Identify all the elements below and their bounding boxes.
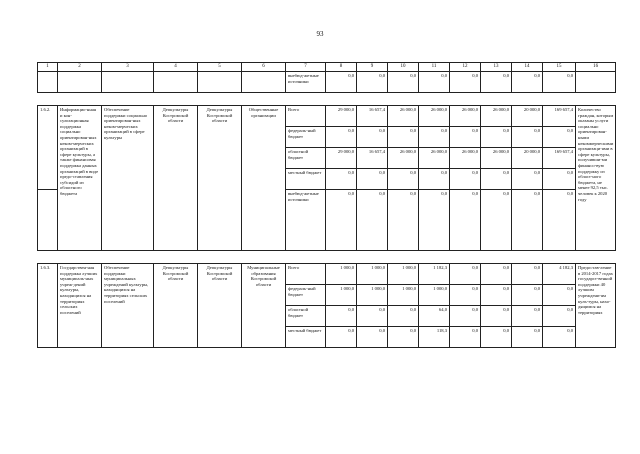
header-cell: 1 bbox=[38, 63, 58, 72]
header-cell: 12 bbox=[450, 63, 481, 72]
value-cell: 0,0 bbox=[543, 306, 576, 327]
value-cell: 0,0 bbox=[388, 72, 419, 93]
funding-source: федераль-ный бюджет bbox=[286, 127, 326, 148]
value-cell: 26 000,0 bbox=[450, 106, 481, 127]
value-cell: 26 000,0 bbox=[481, 148, 512, 169]
value-cell: 20 000,0 bbox=[512, 148, 543, 169]
funding-source: внебюд-жетные источники bbox=[286, 190, 326, 251]
funding-source: областной бюджет bbox=[286, 148, 326, 169]
header-cell: 2 bbox=[58, 63, 102, 72]
value-cell: 26 000,0 bbox=[388, 106, 419, 127]
value-cell: 0,0 bbox=[481, 327, 512, 348]
header-cell: 13 bbox=[481, 63, 512, 72]
row-code: 1.6.2. bbox=[38, 106, 58, 190]
funding-source: внебюд-жетные источники bbox=[286, 72, 326, 93]
funding-source: Всего bbox=[286, 106, 326, 127]
participant: Общественные организации bbox=[242, 106, 286, 251]
value-cell: 0,0 bbox=[543, 285, 576, 306]
value-cell: 1 000,0 bbox=[326, 264, 357, 285]
executor: Депкультуры Костромской области bbox=[154, 106, 198, 251]
value-cell: 0,0 bbox=[512, 72, 543, 93]
header-cell: 8 bbox=[326, 63, 357, 72]
spacer-row bbox=[38, 93, 616, 106]
carry-over-row bbox=[38, 72, 616, 93]
value-cell: 0,0 bbox=[512, 169, 543, 190]
value-cell: 0,0 bbox=[543, 327, 576, 348]
value-cell: 1 000,0 bbox=[388, 285, 419, 306]
coexecutor: Депкультуры Костромской области bbox=[198, 264, 242, 348]
value-cell: 0,0 bbox=[326, 306, 357, 327]
value-cell: 26 000,0 bbox=[450, 148, 481, 169]
header-row bbox=[38, 63, 616, 72]
value-cell: 20 000,0 bbox=[512, 106, 543, 127]
measure-name: Государствен-ная поддержка лучших муниципаль-ных учреж-дений культуры, находящихся на территориях сельских поселений bbox=[58, 264, 102, 348]
value-cell: 0,0 bbox=[512, 285, 543, 306]
value-cell: 0,0 bbox=[481, 169, 512, 190]
value-cell: 0,0 bbox=[543, 127, 576, 148]
expected-result: Количество граждан, которым оказаны услуги социально ориентирован-ными некоммерческими организаци-ями в сфере культуры, получивши-ми финансо-вую поддержку из област-ного бюджета, не менее 92,5 тыс. человек к 2020 году bbox=[576, 106, 616, 251]
value-cell: 0,0 bbox=[450, 327, 481, 348]
value-cell: 0,0 bbox=[326, 72, 357, 93]
value-cell: 1 182,3 bbox=[419, 264, 450, 285]
value-cell: 0,0 bbox=[419, 190, 450, 251]
executor: Депкультуры Костромской области bbox=[154, 264, 198, 348]
header-cell: 16 bbox=[576, 63, 616, 72]
header-cell: 4 bbox=[154, 63, 198, 72]
funding-source: Всего bbox=[286, 264, 326, 285]
header-cell: 9 bbox=[357, 63, 388, 72]
value-cell: 0,0 bbox=[388, 306, 419, 327]
value-cell: 1 000,0 bbox=[419, 285, 450, 306]
value-cell: 0,0 bbox=[543, 169, 576, 190]
value-cell: 29 000,0 bbox=[326, 148, 357, 169]
header-cell: 14 bbox=[512, 63, 543, 72]
page-number: 93 bbox=[316, 30, 324, 38]
value-cell: 0,0 bbox=[357, 190, 388, 251]
value-cell: 26 000,0 bbox=[388, 148, 419, 169]
value-cell: 0,0 bbox=[419, 72, 450, 93]
measure-goal: Обеспечение поддержки муниципальных учреждений культуры, находящихся на территориях сельских поселений bbox=[102, 264, 154, 348]
value-cell: 0,0 bbox=[419, 127, 450, 148]
value-cell: 0,0 bbox=[450, 190, 481, 251]
value-cell: 169 657,4 bbox=[543, 106, 576, 127]
value-cell: 26 000,0 bbox=[419, 106, 450, 127]
header-cell: 11 bbox=[419, 63, 450, 72]
expected-result: Предостав-ление в 2014-2017 годах государст-венной поддержки 40 лучшим учреждени-ям куль-туры, нахо-дящимся на территориях bbox=[576, 264, 616, 348]
measure-name: Информацио-нная и кон-сультационная поддержка социально ориентирован-ных неком-мерческих организаций в сфере культуры, а также финансовая поддержка данных организаций в виде предо-ставления субсидий из областного бюджета bbox=[58, 106, 102, 251]
value-cell: 0,0 bbox=[481, 264, 512, 285]
value-cell: 0,0 bbox=[543, 72, 576, 93]
value-cell: 0,0 bbox=[512, 190, 543, 251]
coexecutor: Депкультуры Костромской области bbox=[198, 106, 242, 251]
value-cell: 16 657,4 bbox=[357, 148, 388, 169]
value-cell: 29 000,0 bbox=[326, 106, 357, 127]
value-cell: 0,0 bbox=[481, 306, 512, 327]
header-cell: 10 bbox=[388, 63, 419, 72]
funding-source: местный бюджет bbox=[286, 327, 326, 348]
value-cell: 0,0 bbox=[450, 127, 481, 148]
value-cell: 0,0 bbox=[512, 264, 543, 285]
participant: Муниципальные образования Костромской области bbox=[242, 264, 286, 348]
value-cell: 0,0 bbox=[543, 190, 576, 251]
value-cell: 0,0 bbox=[357, 169, 388, 190]
funding-source: местный бюджет bbox=[286, 169, 326, 190]
header-cell: 6 bbox=[242, 63, 286, 72]
value-cell: 0,0 bbox=[326, 190, 357, 251]
value-cell: 26 000,0 bbox=[481, 106, 512, 127]
value-cell: 0,0 bbox=[512, 327, 543, 348]
value-cell: 26 000,0 bbox=[419, 148, 450, 169]
value-cell: 0,0 bbox=[419, 169, 450, 190]
value-cell: 0,0 bbox=[450, 72, 481, 93]
value-cell: 0,0 bbox=[512, 127, 543, 148]
value-cell: 0,0 bbox=[357, 306, 388, 327]
value-cell: 0,0 bbox=[481, 285, 512, 306]
value-cell: 1 000,0 bbox=[388, 264, 419, 285]
value-cell: 118,3 bbox=[419, 327, 450, 348]
header-cell: 5 bbox=[198, 63, 242, 72]
row-code: 1.6.3. bbox=[38, 264, 58, 348]
spacer-row bbox=[38, 251, 616, 264]
funding-source: областной бюджет bbox=[286, 306, 326, 327]
measure-goal: Обеспечение поддержки социально ориентирован-ных неком-мерческих организаций в сфере культуры bbox=[102, 106, 154, 251]
header-cell: 3 bbox=[102, 63, 154, 72]
value-cell: 4 182,3 bbox=[543, 264, 576, 285]
value-cell: 1 000,0 bbox=[357, 285, 388, 306]
value-cell: 0,0 bbox=[450, 264, 481, 285]
value-cell: 1 000,0 bbox=[326, 285, 357, 306]
table-row bbox=[38, 106, 616, 127]
funding-table bbox=[37, 62, 616, 348]
value-cell: 0,0 bbox=[388, 169, 419, 190]
value-cell: 0,0 bbox=[357, 327, 388, 348]
value-cell: 0,0 bbox=[450, 169, 481, 190]
value-cell: 0,0 bbox=[357, 72, 388, 93]
value-cell: 64,0 bbox=[419, 306, 450, 327]
value-cell: 1 000,0 bbox=[357, 264, 388, 285]
value-cell: 169 657,4 bbox=[543, 148, 576, 169]
value-cell: 0,0 bbox=[388, 127, 419, 148]
value-cell: 0,0 bbox=[326, 127, 357, 148]
value-cell: 0,0 bbox=[481, 190, 512, 251]
value-cell: 0,0 bbox=[326, 327, 357, 348]
header-cell: 15 bbox=[543, 63, 576, 72]
header-cell: 7 bbox=[286, 63, 326, 72]
value-cell: 0,0 bbox=[357, 127, 388, 148]
value-cell: 0,0 bbox=[481, 72, 512, 93]
funding-source: федераль-ный бюджет bbox=[286, 285, 326, 306]
value-cell: 0,0 bbox=[450, 306, 481, 327]
value-cell: 0,0 bbox=[512, 306, 543, 327]
value-cell: 0,0 bbox=[450, 285, 481, 306]
value-cell: 0,0 bbox=[388, 190, 419, 251]
table-row bbox=[38, 264, 616, 285]
value-cell: 0,0 bbox=[388, 327, 419, 348]
value-cell: 0,0 bbox=[326, 169, 357, 190]
value-cell: 0,0 bbox=[481, 127, 512, 148]
value-cell: 16 657,4 bbox=[357, 106, 388, 127]
